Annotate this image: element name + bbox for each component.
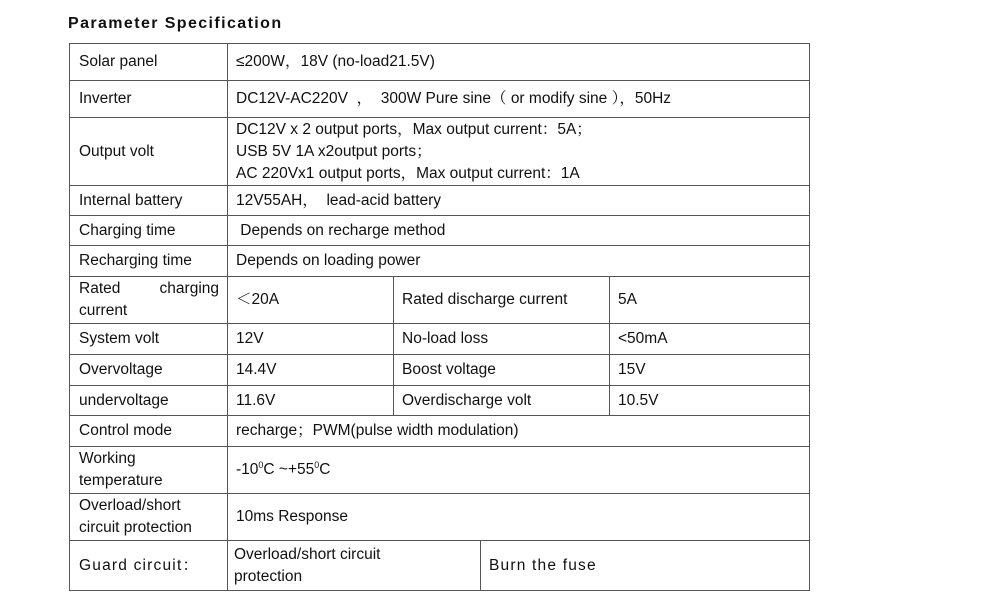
- spec-value-secondary: 15V: [610, 355, 810, 386]
- table-row: [70, 447, 810, 494]
- table-row: [70, 355, 810, 386]
- spec-value: DC12V-AC220V ， 300W Pure sine（ or modify sine ），50Hz: [228, 81, 810, 118]
- spec-value: [228, 447, 810, 494]
- spec-label-line: Working: [79, 450, 136, 467]
- spec-label-secondary: Boost voltage: [394, 355, 610, 386]
- spec-value: ≤200W，18V (no-load21.5V): [228, 44, 810, 81]
- spec-label: System volt: [70, 324, 228, 355]
- table-row: [70, 324, 810, 355]
- spec-label-line: circuit protection: [79, 519, 192, 536]
- spec-value-secondary: Burn the fuse: [481, 541, 810, 591]
- spec-label-secondary: Overdischarge volt: [394, 386, 610, 416]
- table-row: [70, 416, 810, 447]
- page-title: Parameter Specification: [68, 15, 283, 32]
- spec-value-line: AC 220Vx1 output ports，Max output current：1A: [236, 164, 580, 182]
- degree-superscript: 0: [314, 459, 320, 470]
- spec-value-secondary: 5A: [610, 277, 810, 324]
- temperature-unit: C: [319, 461, 331, 478]
- spec-value: 11.6V: [228, 386, 394, 416]
- spec-value: ＜20A: [228, 277, 394, 324]
- spec-label: Guard circuit：: [70, 541, 228, 591]
- table-row: [70, 246, 810, 277]
- table-row: [70, 81, 810, 118]
- spec-label: Solar panel: [70, 44, 228, 81]
- spec-value-line: USB 5V 1A x2output ports；: [236, 142, 432, 160]
- table-row: [70, 541, 810, 591]
- spec-value-secondary: <50mA: [610, 324, 810, 355]
- table-row: [70, 277, 810, 324]
- spec-label-line: temperature: [79, 472, 163, 489]
- temperature-range-value: C ~+55: [263, 461, 315, 478]
- spec-value: recharge；PWM(pulse width modulation): [228, 416, 810, 447]
- spec-label-line: Overload/short: [79, 497, 181, 514]
- spec-label: Output volt: [70, 118, 228, 186]
- specification-table: [69, 43, 810, 591]
- spec-value: [228, 541, 481, 591]
- table-row: [70, 386, 810, 416]
- temperature-min-value: -10: [236, 461, 259, 478]
- spec-value: 10ms Response: [228, 494, 810, 541]
- spec-label-secondary: Rated discharge current: [394, 277, 610, 324]
- table-row: [70, 118, 810, 186]
- spec-value: Depends on loading power: [228, 246, 810, 277]
- spec-label: Control mode: [70, 416, 228, 447]
- spec-value: 12V: [228, 324, 394, 355]
- spec-value-line: protection: [234, 567, 303, 585]
- table-row: [70, 216, 810, 246]
- spec-value: 12V55AH， lead-acid battery: [228, 186, 810, 216]
- spec-value: [228, 118, 810, 186]
- spec-label: Recharging time: [70, 246, 228, 277]
- table-row: [70, 494, 810, 541]
- spec-label: Charging time: [70, 216, 228, 246]
- spec-value-line: Overload/short circuit: [234, 545, 381, 563]
- spec-label: [70, 447, 228, 494]
- spec-value: 14.4V: [228, 355, 394, 386]
- table-row: [70, 44, 810, 81]
- spec-label-line: current: [79, 302, 128, 319]
- spec-label-line: Rated charging: [79, 280, 219, 297]
- spec-label: [70, 277, 228, 324]
- spec-value-secondary: 10.5V: [610, 386, 810, 416]
- spec-label: [70, 494, 228, 541]
- spec-label: Internal battery: [70, 186, 228, 216]
- degree-superscript: 0: [258, 459, 264, 470]
- spec-value-line: DC12V x 2 output ports，Max output current：5A；: [236, 120, 592, 138]
- spec-label: undervoltage: [70, 386, 228, 416]
- spec-label: Inverter: [70, 81, 228, 118]
- spec-value: Depends on recharge method: [228, 216, 810, 246]
- spec-label: Overvoltage: [70, 355, 228, 386]
- table-row: [70, 186, 810, 216]
- spec-label-secondary: No-load loss: [394, 324, 610, 355]
